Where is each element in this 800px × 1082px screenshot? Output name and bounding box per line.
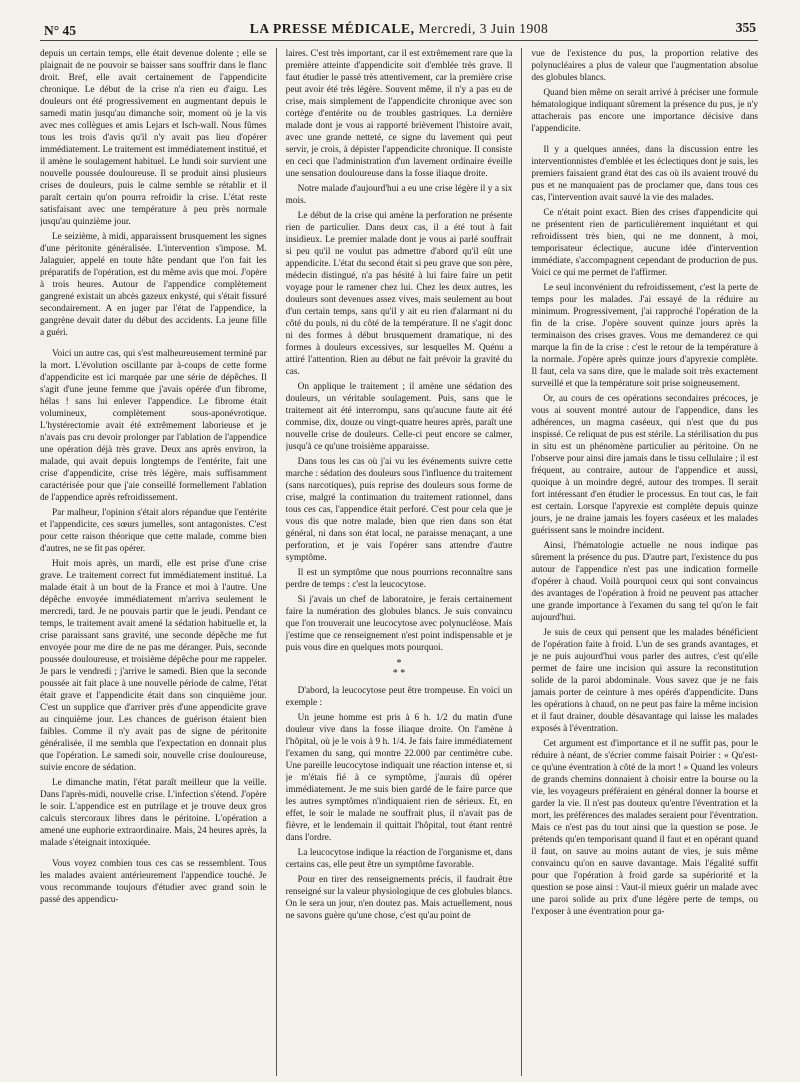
paragraph: Si j'avais un chef de laboratoire, je ferais certainement faire la numération des globules blancs. Je suis convaincu que l'on trouverait une leucocytose avec polynucléose. Mais j'estime que ce renseignement n'est point indispensable et je puis vous dire en quelques mots pourquoi. [285, 595, 513, 653]
column-divider [276, 48, 277, 1076]
paragraph: Le seizième, à midi, apparaissent brusquement les signes d'une péritonite généralisée. L'intervention s'impose. M. Jalaguier, appelé en toute hâte pendant que l'on fait les préparatifs de l'opération, est du même avis que moi. J'opère à trois heures. Autour de l'appendice complètement gangrené existait un abcès gazeux enkysté, qui s'était fissuré secondairement. A en juger par l'état de l'appendice, la gangrène devait dater du début des accidents. La jeune fille a guéri. [40, 232, 267, 338]
issue-date: Mercredi, 3 Juin 1908 [418, 21, 549, 36]
paragraph: Vous voyez combien tous ces cas se ressemblent. Tous les malades avaient antérieurement l'appendice touché. Je vous recommande toujours d'étudier avec grand soin le passé des appendicu- [40, 859, 267, 905]
paragraph: Cet argument est d'importance et il ne suffit pas, pour le réduire à néant, de s'écrier comme faisait Poirier : « Qu'est-ce qu'une éventration à côté de la mort ! » Quand les voleurs de grands chemins donnaient à choisir entre la bourse ou la vie, les voyageurs préféraient en général donner la bourse et garder la vie. Il n'est pas douteux qu'entre l'éventration et la mort, les préférences des malades seraient pour l'éventration. Mais ce n'est pas du tout ainsi que la question se pose. Je prétends qu'en temporisant quand il faut et en opérant quand il faut, on sauve au moins autant de vies, je suis même convaincu qu'on en sauve davantage. Mais l'égalité suffit pour que l'opération à froid garde sa supériorité et la question se pose ainsi : Vaut-il mieux guérir un malade avec une paroi solide au prix d'une légère perte de temps, ou l'exposer à une éventration pour ga- [531, 739, 759, 917]
paragraph: La leucocytose indique la réaction de l'organisme et, dans certains cas, elle peut être un symptôme favorable. [285, 848, 513, 870]
paragraph: Voici un autre cas, qui s'est malheureusement terminé par la mort. L'évolution oscillante par à-coups de cette forme d'appendicite est ici marquée par une série de dépêches. Il s'agit d'une jeune femme que j'avais opérée d'un fibrome, hélas ! sans lui enlever l'appendice. Le fibrome était volumineux, complètement sous-aponévrotique. L'hystérectomie avait été extrêmement laborieuse et je n'avais pas cru devoir prolonger par l'ablation de l'appendice une opération déjà très grave. Deux ans après environ, la malade, qui avait depuis longtemps de l'entérite, fait une crise d'appendicite, crise très légère, mais suffisamment caractérisée pour que j'aie conseillé formellement l'ablation de l'appendice après refroidissement. [40, 349, 267, 503]
article-columns [40, 48, 758, 1076]
issue-number: N° 45 [44, 23, 77, 38]
paragraph: Par malheur, l'opinion s'était alors répandue que l'entérite et l'appendicite, ces sœurs jumelles, sont antagonistes. C'est pour cette raison théorique que cette malade, comme bien d'autres, ne se fit pas opérer. [40, 508, 267, 554]
paragraph: Le début de la crise qui amène la perforation ne présente rien de particulier. Dans deux cas, il a été tout à fait insidieux. Le premier malade dont je vous ai parlé souffrait si peu qu'il ne voulut pas admettre d'abord qu'il eût une appendicite. L'état du second était si peu grave que son père, médecin distingué, n'a pas hésité à lui faire faire un petit voyage pour le ramener chez lui. Chez les deux autres, les douleurs sont devenues assez vives, mais seulement au bout d'un certain temps, sans qu'il y ait eu rien d'alarmant ni du côté du pouls, ni du côté de la température. Il ne s'agit donc ni des formes à début brusquement dramatique, ni des formes à douleurs excessives, sur lesquelles M. Quénu a attiré l'attention. Rien au début ne fait prévoir la gravité du cas. [285, 211, 513, 377]
paragraph: Ce n'était point exact. Bien des crises d'appendicite qui ne présentent rien de particulièrement inquiétant et qui refroidissent très bien, qui ne me donnent, à moi, temporisateur éclectique, aucune idée d'intervention immédiate, s'accompagnent cependant de production de pus. Voici ce qui me permet de l'affirmer. [531, 208, 759, 278]
paragraph: Huit mois après, un mardi, elle est prise d'une crise grave. Le traitement correct fut immédiatement institué. La malade était à un bout de la France et moi à l'autre. Une dépêche envoyée immédiatement m'arriva seulement le mercredi, tard. Je ne pouvais partir que le jeudi. Pendant ce temps, le traitement avait amené la sédation habituelle et, la crise paraissant sans gravité, une seconde dépêche me fut envoyée pour me dire de ne pas me déranger. Puis, seconde poussée douloureuse, et troisième dépêche pour me rappeler. Je pars le vendredi ; j'arrive le samedi. Bien que la seconde poussée ait fait place à une nouvelle période de calme, l'état était grave et l'appendicite était dans son cinquième jour. C'est un supplice que d'arriver près d'une appendicite grave au cinquième jour. Les chances de guérison étaient bien faibles. Comme il n'y avait pas de signe de péritonite généralisée, il me sembla que l'expectation en donnait plus que l'opération. Le samedi soir, nouvelle crise douloureuse, suivie encore de sédation. [40, 559, 267, 773]
paragraph: Ainsi, l'hématologie actuelle ne nous indique pas sûrement la présence du pus. D'autre part, l'existence du pus autour de l'appendice n'est pas une indication formelle d'opérer à chaud. Voilà pourquoi ceux qui sont convaincus des avantages de l'opération à froid ne peuvent pas attacher une grande importance à l'examen du sang tel qu'on le fait aujourd'hui. [531, 541, 759, 623]
paragraph: Dans tous les cas où j'ai vu les événements suivre cette marche : sédation des douleurs sous l'influence du traitement (sans narcotiques), puis reprise des douleurs sous forme de crise, malgré la continuation du traitement rationnel, dans tous ces cas, l'appendice était perforé. C'est pour cela que je vous dis que notre malade, bien que rien dans son état général, ni dans son état local, ne paraisse menaçant, a une perforation, et je vais l'opérer sans attendre d'autre symptôme. [285, 457, 513, 563]
paragraph: Pour en tirer des renseignements précis, il faudrait être renseigné sur la valeur physiologique de ces globules blancs. On le sera un jour, n'en doutez pas. Mais actuellement, nous ne savons guère qu'une chose, c'est qu'au point de [285, 875, 513, 921]
paragraph: Le seul inconvénient du refroidissement, c'est la perte de temps pour les malades. J'ai essayé de la réduire au minimum. Progressivement, j'ai rapproché l'opération de la fin de la crise. J'opère souvent quinze jours après la terminaison des crises graves. Vous me demanderez ce qui marque la fin de la crise : c'est le retour de la température à la normale. J'opère après quinze jours d'apyrexie complète. Il faut, cela va sans dire, que le malade soit très exactement surveillé et que la température soit prise soigneusement. [531, 283, 759, 389]
paragraph: Le dimanche matin, l'état paraît meilleur que la veille. Dans l'après-midi, nouvelle crise. L'infection s'étend. J'opère le soir. L'appendice est en putrilage et je trouve deux gros calculs stercoraux libres dans le péritoine. L'opération a amené une euphorie extraordinaire. Mais, 24 heures après, la malade s'éteignait intoxiquée. [40, 778, 267, 848]
paragraph: Il est un symptôme que nous pourrions reconnaître sans perdre de temps : c'est la leucocytose. [285, 568, 513, 590]
paragraph: Il y a quelques années, dans la discussion entre les interventionnistes d'emblée et les éclectiques dont je suis, les premiers faisaient grand état des cas où ils avaient trouvé du pus et ne manquaient pas de proclamer que, dans tous ces cas, l'intervention avait sauvé la vie des malades. [531, 145, 759, 203]
paragraph: Un jeune homme est pris à 6 h. 1/2 du matin d'une douleur vive dans la fosse iliaque droite. On l'amène à l'hôpital, où je le vois à 9 h. 1/4. Je fais faire immédiatement l'examen du sang, qui montre 22.000 par centimètre cube. Une pareille leucocytose indiquait une réaction intense et, si je m'étais fié à ce symptôme, j'aurais dû opérer immédiatement. Je me suis bien gardé de le faire parce que les autres symptômes n'indiquaient rien de sérieux. Et, en effet, le soir le malade ne souffrait plus, il n'avait pas de fièvre, et le lendemain il quittait l'hôpital, tout étant rentré dans l'ordre. [285, 713, 513, 843]
page-header [40, 14, 758, 41]
journal-title: LA PRESSE MÉDICALE, [249, 21, 415, 36]
section-separator-asterism: * * * [392, 658, 406, 679]
paragraph: Quand bien même on serait arrivé à préciser une formule hématologique indiquant sûrement la présence du pus, je n'y attacherais pas encore une importance décisive dans l'appendicite. [531, 88, 759, 134]
paragraph: depuis un certain temps, elle était devenue dolente ; elle se plaignait de ne pouvoir se baisser sans souffrir dans le flanc droit. Bref, elle avait certainement de l'appendicite chronique. Le début de la crise n'a rien eu d'aigu. Les douleurs ont été progressivement en augmentant depuis le samedi matin jusqu'au dimanche soir, moment où je la vis avec mes collègues et amis Lejars et Isch-wall. Nous fûmes tous les trois d'avis qu'il n'y avait pas lieu d'opérer immédiatement. Le traitement est immédiatement institué, et il amène le soulagement habituel. Le lundi soir survient une nouvelle poussée douloureuse. Il se produit ainsi plusieurs crises de douleurs, puis le calme semble se rétablir et il paraît certain qu'on pourra refroidir la crise. L'état reste satisfaisant avec une température à peu près normale jusqu'au quinzième jour. [40, 49, 267, 227]
paragraph: laires. C'est très important, car il est extrêmement rare que la première atteinte d'appendicite soit d'emblée très grave. Il faut étudier le passé très attentivement, car la première crise peut avoir été très légère. Souvent même, il n'y a pas eu de crise, mais simplement de l'appendicite chronique avec son cortège d'entérite ou de troubles gastriques. La dernière malade dont je vous ai rapporté brièvement l'histoire avait, avec une grande netteté, ce signe du lavement qui peut servir, je crois, à dépister l'appendicite chronique. Il consiste en ceci que l'administration d'un lavement ordinaire éveille une sensation douloureuse dans la fosse iliaque droite. [285, 49, 513, 179]
paragraph: D'abord, la leucocytose peut être trompeuse. En voici un exemple : [285, 686, 513, 708]
column-1 [40, 48, 267, 1076]
paragraph: Or, au cours de ces opérations secondaires précoces, je vous ai souvent montré autour de l'appendice, dans les adhérences, un magma caséeux, qui n'est que du pus inspissé. Ce reliquat de pus est stérile. La stérilisation du pus in situ est un phénomène particulier au péritoine. On ne l'observe pour ainsi dire jamais dans le tissu cellulaire ; il est fréquent, au contraire, autour de l'appendice et aussi, quoique à un moindre degré, autour des trompes. Il serait fort intéressant d'en étudier le processus. En tout cas, le fait est certain. Lorsque l'apyrexie est complète depuis quinze jours, je ne draine jamais les foyers caséeux et les malades guérissent sans le moindre incident. [531, 394, 759, 536]
page-number: 355 [735, 20, 756, 35]
column-2 [286, 48, 513, 1076]
paragraph: Notre malade d'aujourd'hui a eu une crise légère il y a six mois. [285, 184, 513, 206]
column-divider [521, 48, 522, 1076]
paragraph: vue de l'existence du pus, la proportion relative des polynucléaires a plus de valeur que l'augmentation absolue des globules blancs. [531, 49, 759, 83]
column-3 [531, 48, 758, 1076]
paragraph: Je suis de ceux qui pensent que les malades bénéficient de l'opération faite à froid. L'un de ses grands avantages, et je ne puis aujourd'hui vous parler des autres, c'est qu'elle permet de faire une incision qui assure la reconstitution solide de la paroi abdominale. Vous savez que je ne fais jamais porter de ceinture à mes opérés d'appendicite. Dans les opérations à chaud, on ne peut pas faire la même incision et il faut drainer, double désavantage qui laisse les malades exposés à l'éventration. [531, 628, 759, 734]
paragraph: On applique le traitement ; il amène une sédation des douleurs, un véritable soulagement. Puis, sans que le traitement ait été interrompu, sans qu'aucune faute ait été commise, dix, douze ou vingt-quatre heures après, paraît une nouvelle crise de douleurs. Celle-ci peut encore se calmer, jusqu'à ce qu'une troisième apparaisse. [285, 382, 513, 452]
masthead [40, 21, 758, 37]
